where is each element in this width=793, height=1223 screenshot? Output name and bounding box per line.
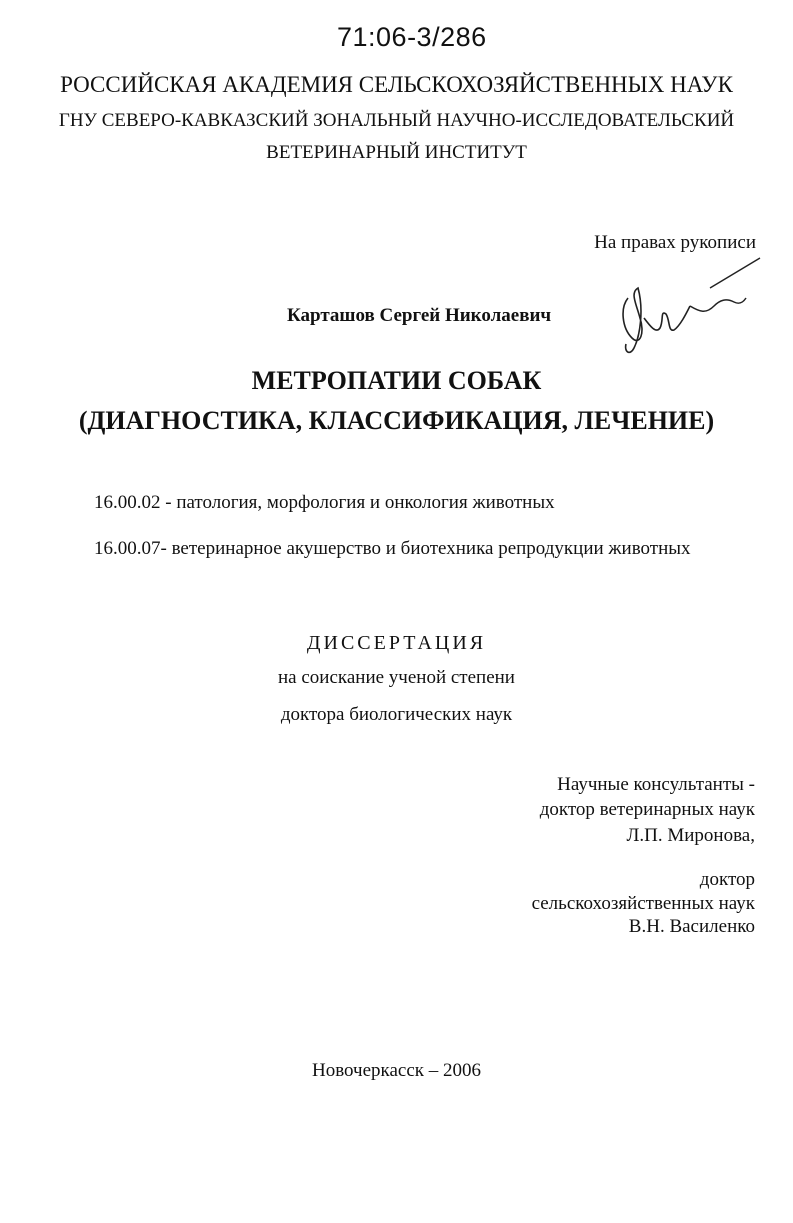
specialty-2: 16.00.07- ветеринарное акушерство и биотехника репродукции животных (94, 538, 691, 559)
degree-line-1: на соискание ученой степени (278, 667, 515, 688)
consultant-2-name: В.Н. Василенко (628, 916, 755, 937)
archive-number: 71:06-3/286 (337, 22, 487, 52)
consultant-1-title: доктор ветеринарных наук (539, 799, 755, 820)
rights-note: На правах рукописи (594, 232, 756, 253)
organization-heading: РОССИЙСКАЯ АКАДЕМИЯ СЕЛЬСКОХОЗЯЙСТВЕННЫХ НАУК (60, 72, 733, 97)
consultant-2-title-1: доктор (699, 869, 755, 890)
consultant-2-title-2: сельскохозяйственных наук (531, 893, 755, 914)
consultant-1-name: Л.П. Миронова, (626, 825, 755, 846)
city-year: Новочеркасск – 2006 (311, 1060, 482, 1081)
consultants-heading: Научные консультанты - (557, 774, 755, 795)
institute-line-1: ГНУ СЕВЕРО-КАВКАЗСКИЙ ЗОНАЛЬНЫЙ НАУЧНО-ИССЛЕДОВАТЕЛЬСКИЙ (58, 110, 735, 131)
author-name: Карташов Сергей Николаевич (287, 305, 552, 326)
signature (610, 248, 770, 368)
degree-line-2: доктора биологических наук (280, 704, 513, 725)
document-type: ДИССЕРТАЦИЯ (306, 632, 487, 654)
specialty-1: 16.00.02 - патология, морфология и онкология животных (94, 492, 555, 513)
institute-line-2: ВЕТЕРИНАРНЫЙ ИНСТИТУТ (266, 142, 527, 163)
title-line-2: (ДИАГНОСТИКА, КЛАССИФИКАЦИЯ, ЛЕЧЕНИЕ) (78, 406, 715, 435)
title-line-1: МЕТРОПАТИИ СОБАК (251, 366, 542, 395)
